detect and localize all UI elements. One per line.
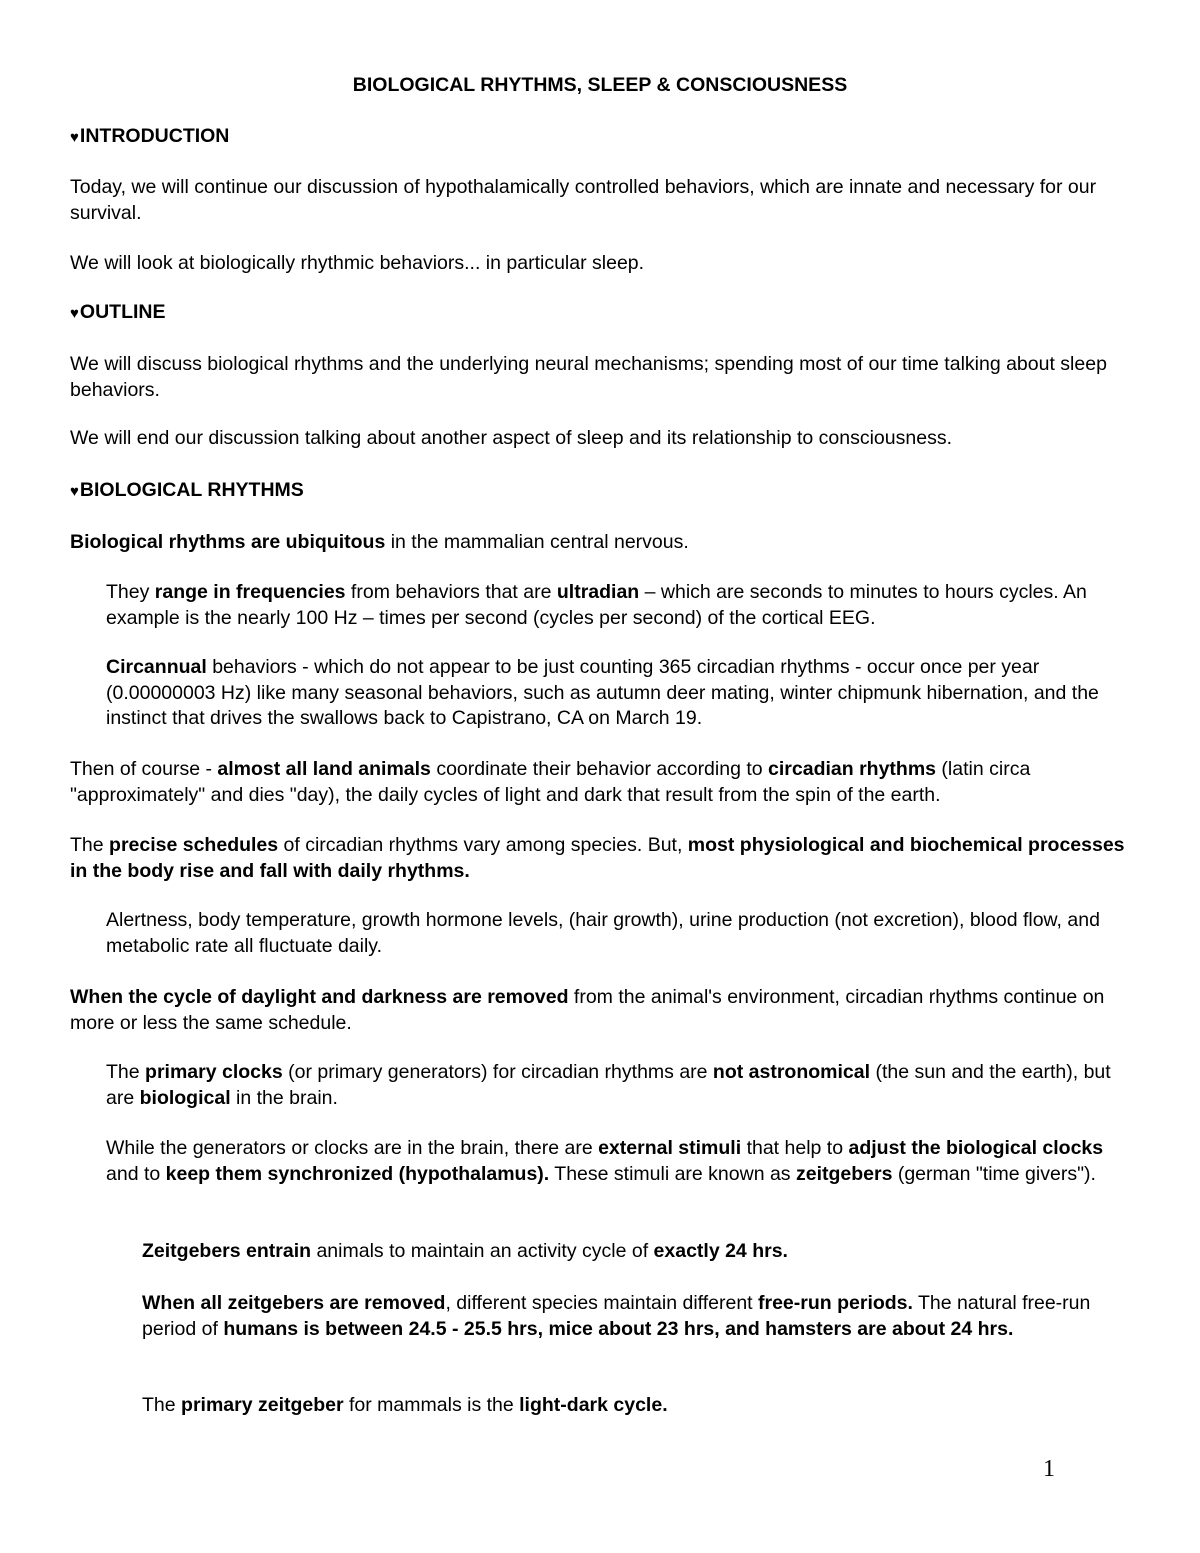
text-run: The <box>70 834 110 856</box>
text-run: The natural free-run period of <box>142 1292 1091 1340</box>
text-run: While the generators or clocks are in the brain, there are <box>106 1137 599 1159</box>
paragraph <box>106 908 1136 959</box>
text-run: in the brain. <box>230 1086 338 1109</box>
paragraph <box>70 530 1138 556</box>
text-run: from behaviors that are <box>345 581 557 603</box>
text-run: We will look at biologically rhythmic behaviors... in particular sleep. <box>70 252 645 274</box>
bold-text: When all zeitgebers are removed <box>142 1292 446 1314</box>
paragraph <box>70 251 1138 277</box>
text-run: These stimuli are known as <box>549 1162 796 1185</box>
paragraph <box>70 757 1138 808</box>
section-heading <box>70 478 1138 505</box>
bold-text: circadian rhythms <box>768 758 937 780</box>
bold-text: ultradian <box>556 581 640 603</box>
bold-text: primary zeitgeber <box>181 1394 344 1416</box>
document-title: BIOLOGICAL RHYTHMS, SLEEP & CONSCIOUSNESS <box>352 74 848 96</box>
bold-text: primary clocks <box>145 1061 283 1083</box>
text-run: We will end our discussion talking about another aspect of sleep and its relationship to consciousness. <box>70 427 952 449</box>
paragraph <box>70 985 1138 1036</box>
bold-text: not astronomical <box>712 1061 871 1083</box>
text-run: , different species maintain different <box>445 1292 758 1314</box>
section-heading <box>70 124 1138 151</box>
bold-text: external stimuli <box>598 1137 742 1159</box>
paragraph <box>70 833 1138 884</box>
bold-text: most physiological and biochemical processes in the body rise and fall with daily rhythms. <box>70 834 1125 882</box>
paragraph <box>106 655 1136 732</box>
bold-text: humans is between 24.5 - 25.5 hrs, mice about 23 hrs, and hamsters are about 24 hrs. <box>223 1317 1014 1340</box>
paragraph <box>70 426 1138 452</box>
text-run: from the animal's environment, circadian rhythms continue on more or less the same schedule. <box>70 986 1105 1034</box>
text-run: coordinate their behavior according to <box>430 758 769 780</box>
bold-text: exactly 24 hrs. <box>653 1240 788 1262</box>
paragraph <box>142 1291 1138 1342</box>
text-run: The <box>106 1061 146 1083</box>
paragraph <box>106 1060 1136 1111</box>
paragraph <box>142 1239 1138 1265</box>
section-heading <box>70 300 1138 327</box>
text-run: The <box>142 1394 182 1416</box>
paragraph <box>142 1393 1138 1419</box>
paragraph <box>70 352 1138 403</box>
bold-text: free-run periods. <box>758 1292 913 1314</box>
bold-text: Biological rhythms are ubiquitous <box>70 531 386 553</box>
text-run: Then of course - <box>70 758 218 780</box>
heart-icon: ♥ <box>70 305 79 322</box>
text-run: – which are seconds to minutes to hours cycles. An example is the nearly 100 Hz – times per second (cycles per second) of the cortical EEG. <box>106 581 1087 629</box>
heart-icon: ♥ <box>70 129 79 146</box>
bold-text: adjust the biological clocks <box>848 1137 1104 1159</box>
section-heading-text: BIOLOGICAL RHYTHMS <box>79 479 304 501</box>
text-run: (or primary generators) for circadian rhythms are <box>282 1061 713 1083</box>
text-run: Today, we will continue our discussion of hypothalamically controlled behaviors, which are innate and necessary for our survival. <box>70 176 1097 224</box>
text-run: (german "time givers"). <box>892 1162 1096 1185</box>
bold-text: zeitgebers <box>795 1162 893 1185</box>
text-run: behaviors - which do not appear to be just counting 365 circadian rhythms - occur once per year (0.00000003 Hz) like many seasonal behaviors, such as autumn deer mating, winter chipmunk hibernation, and the instinct that drives the swallows back to Capistrano, CA on March 19. <box>106 656 1099 729</box>
text-run: for mammals is the <box>343 1394 520 1416</box>
page-number: 1 <box>1043 1456 1055 1482</box>
bold-text: range in frequencies <box>154 581 346 603</box>
text-run: Alertness, body temperature, growth hormone levels, (hair growth), urine production (not excretion), blood flow, and metabolic rate all fluctuate daily. <box>106 909 1100 957</box>
text-run: of circadian rhythms vary among species. But, <box>278 834 688 856</box>
heart-icon: ♥ <box>70 483 79 500</box>
bold-text: keep them synchronized (hypothalamus). <box>165 1162 550 1185</box>
text-run: and to <box>106 1162 166 1185</box>
section-heading-text: INTRODUCTION <box>79 125 230 147</box>
paragraph <box>106 1136 1136 1187</box>
text-run: in the mammalian central nervous. <box>385 531 689 553</box>
text-run: We will discuss biological rhythms and the underlying neural mechanisms; spending most of our time talking about sleep behaviors. <box>70 353 1107 401</box>
paragraph <box>106 580 1136 631</box>
bold-text: precise schedules <box>109 834 279 856</box>
text-run: animals to maintain an activity cycle of <box>311 1240 654 1262</box>
bold-text: biological <box>139 1086 231 1109</box>
bold-text: Zeitgebers entrain <box>142 1240 312 1262</box>
text-run: (the sun and the earth), but are <box>106 1061 1111 1109</box>
text-run: They <box>106 581 155 603</box>
text-run: that help to <box>741 1137 849 1159</box>
bold-text: light-dark cycle. <box>519 1394 668 1416</box>
paragraph <box>70 175 1138 226</box>
bold-text: Circannual <box>106 656 207 678</box>
bold-text: When the cycle of daylight and darkness are removed <box>70 986 569 1008</box>
section-heading-text: OUTLINE <box>79 301 166 323</box>
bold-text: almost all land animals <box>217 758 431 780</box>
text-run: (latin circa "approximately" and dies "day), the daily cycles of light and dark that result from the spin of the earth. <box>70 758 1031 806</box>
